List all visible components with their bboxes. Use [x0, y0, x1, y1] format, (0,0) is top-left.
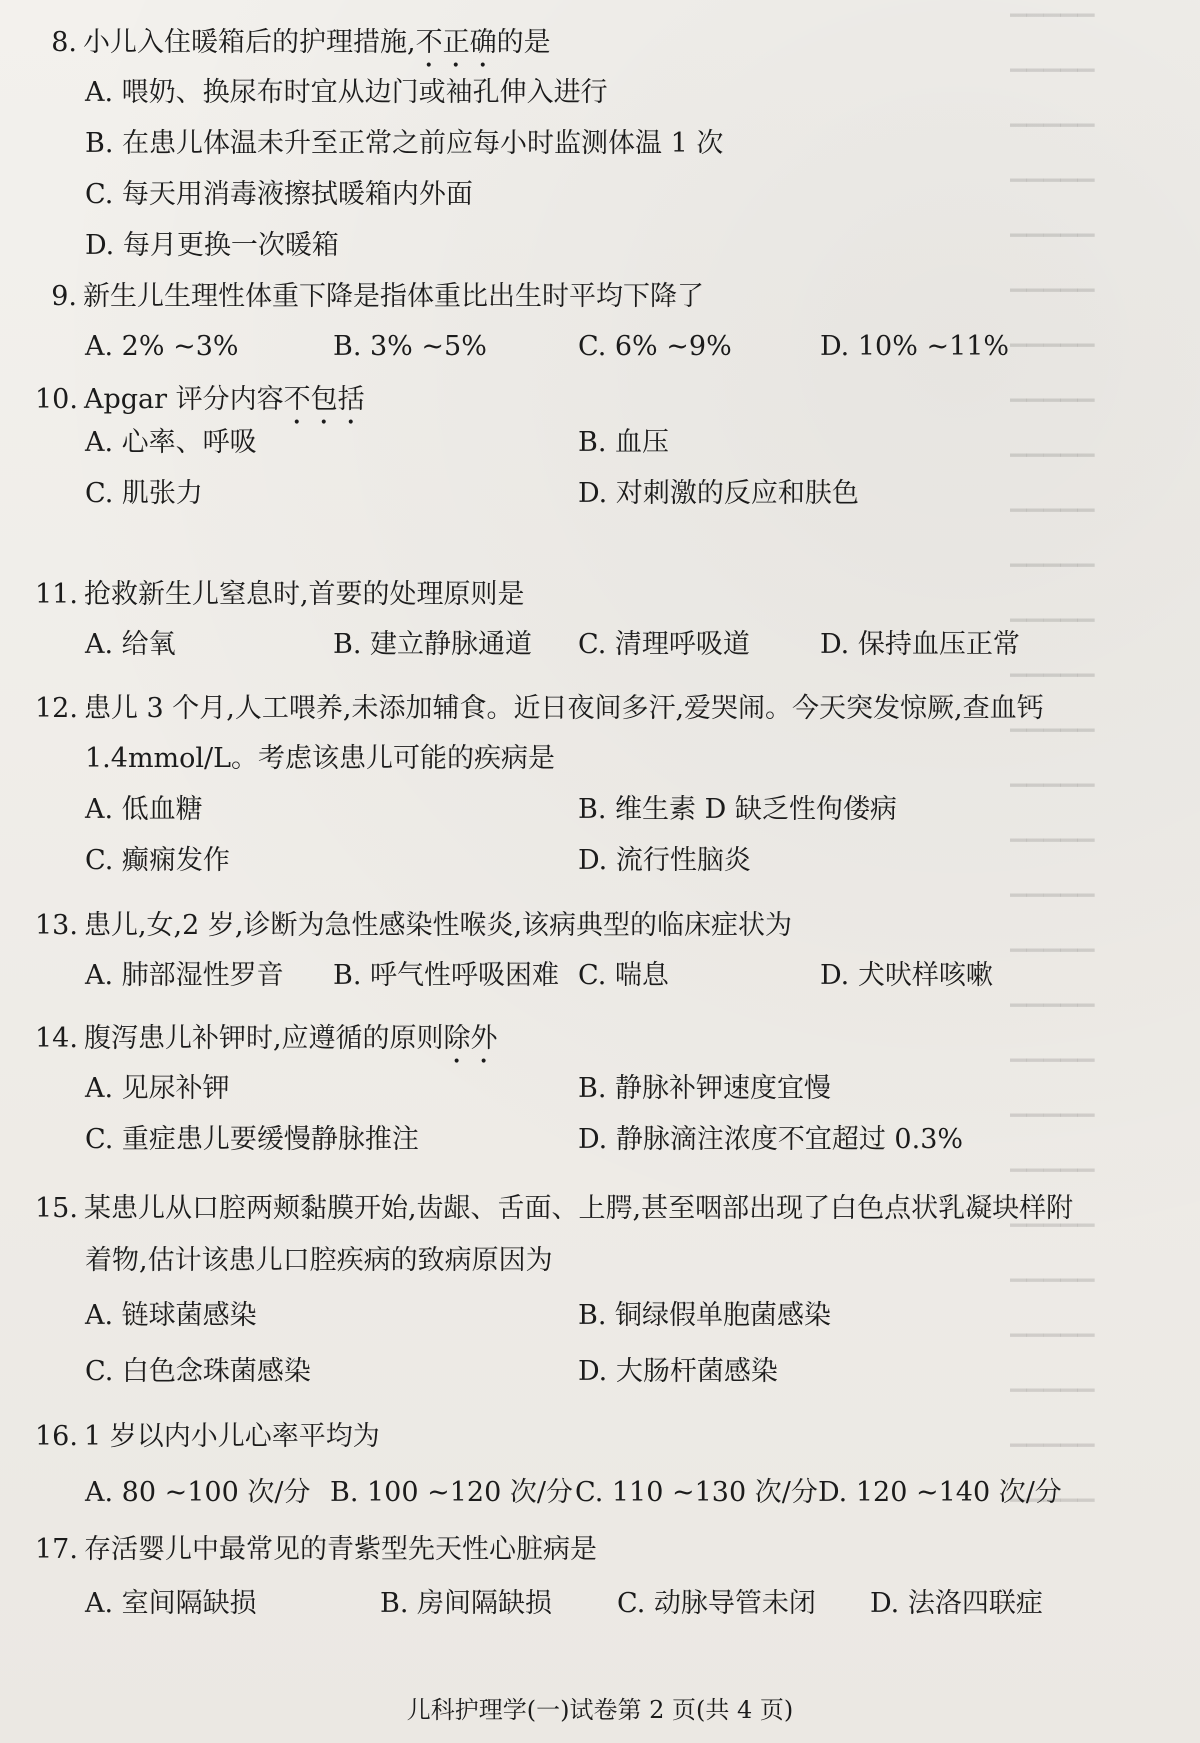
question-number: 10.: [35, 384, 78, 415]
option-d: D. 法洛四联症: [870, 1588, 1043, 1619]
option-b: B. 100 ~120 次/分: [330, 1477, 573, 1508]
question-number: 14.: [35, 1023, 78, 1054]
question-stem: 11. 抢救新生儿窒息时,首要的处理原则是: [35, 579, 525, 610]
option-c: C. 重症患儿要缓慢静脉推注: [85, 1124, 419, 1155]
question-number: 8.: [51, 27, 77, 58]
option-a: A. 80 ~100 次/分: [85, 1477, 311, 1508]
question-stem: 17. 存活婴儿中最常见的青紫型先天性心脏病是: [35, 1534, 597, 1565]
option-d: D. 120 ~140 次/分: [818, 1477, 1062, 1508]
option-c: C. 动脉导管未闭: [617, 1588, 816, 1619]
option-a: A. 低血糖: [85, 794, 203, 825]
question-number: 12.: [35, 693, 78, 724]
option-b: B. 在患儿体温未升至正常之前应每小时监测体温 1 次: [85, 128, 724, 159]
question-number: 15.: [35, 1193, 78, 1224]
question-stem: 14. 腹泻患儿补钾时,应遵循的原则除外: [35, 1023, 498, 1054]
question-number: 11.: [35, 579, 78, 610]
option-a: A. 2% ~3%: [85, 331, 239, 362]
option-c: C. 白色念珠菌感染: [85, 1356, 311, 1387]
option-d: D. 每月更换一次暖箱: [85, 230, 339, 261]
option-b: B. 维生素 D 缺乏性佝偻病: [578, 794, 897, 825]
option-a: A. 室间隔缺损: [85, 1588, 257, 1619]
option-c: C. 清理呼吸道: [578, 629, 750, 660]
question-stem: 12. 患儿 3 个月,人工喂养,未添加辅食。近日夜间多汗,爱哭闹。今天突发惊厥,查血钙: [35, 693, 1044, 724]
page-footer: 儿科护理学(一)试卷第 2 页(共 4 页): [406, 1696, 794, 1724]
option-c: C. 每天用消毒液擦拭暖箱内外面: [85, 179, 473, 210]
option-b: B. 3% ~5%: [333, 331, 487, 362]
option-c: C. 喘息: [578, 960, 669, 991]
option-b: B. 建立静脉通道: [333, 629, 533, 660]
option-a: A. 心率、呼吸: [85, 427, 257, 458]
option-d: D. 10% ~11%: [820, 331, 1010, 362]
option-a: A. 链球菌感染: [85, 1300, 257, 1331]
emphasis-text: 除外: [443, 1023, 498, 1054]
option-c: C. 肌张力: [85, 478, 203, 509]
question-number: 17.: [35, 1534, 78, 1565]
option-d: D. 犬吠样咳嗽: [820, 960, 993, 991]
question-number: 13.: [35, 910, 78, 941]
option-a: A. 见尿补钾: [85, 1073, 230, 1104]
question-number: 16.: [35, 1421, 78, 1452]
question-stem: 13. 患儿,女,2 岁,诊断为急性感染性喉炎,该病典型的临床症状为: [35, 910, 793, 941]
question-stem: 10. Apgar 评分内容不包括: [35, 384, 365, 415]
option-d: D. 静脉滴注浓度不宜超过 0.3%: [578, 1124, 964, 1155]
option-b: B. 铜绿假单胞菌感染: [578, 1300, 832, 1331]
option-b: B. 静脉补钾速度宜慢: [578, 1073, 832, 1104]
option-a: A. 喂奶、换尿布时宜从边门或袖孔伸入进行: [85, 77, 608, 108]
question-stem: 15. 某患儿从口腔两颊黏膜开始,齿龈、舌面、上腭,甚至咽部出现了白色点状乳凝块样附: [35, 1193, 1074, 1224]
question-stem: 16. 1 岁以内小儿心率平均为: [35, 1421, 380, 1452]
option-c: C. 癫痫发作: [85, 845, 230, 876]
option-d: D. 大肠杆菌感染: [578, 1356, 778, 1387]
option-d: D. 保持血压正常: [820, 629, 1020, 660]
question-stem-continued: 着物,估计该患儿口腔疾病的致病原因为: [85, 1245, 553, 1276]
option-b: B. 房间隔缺损: [380, 1588, 553, 1619]
option-b: B. 血压: [578, 427, 670, 458]
question-number: 9.: [51, 281, 77, 312]
option-b: B. 呼气性呼吸困难: [333, 960, 560, 991]
emphasis-text: 不包括: [283, 384, 365, 415]
question-stem-continued: 1.4mmol/L。考虑该患儿可能的疾病是: [85, 743, 556, 774]
question-stem: 8. 小儿入住暖箱后的护理措施,不正确的是: [35, 26, 551, 74]
emphasis-text: 不正确: [415, 27, 497, 58]
option-c: C. 110 ~130 次/分: [575, 1477, 818, 1508]
option-d: D. 流行性脑炎: [578, 845, 751, 876]
option-a: A. 肺部湿性罗音: [85, 960, 284, 991]
bleed-through-text: ▔▔▔▔▔ ▔▔▔▔▔ ▔▔▔▔▔ ▔▔▔▔▔ ▔▔▔▔▔ ▔▔▔▔▔ ▔▔▔▔▔ ▔▔▔▔▔ ▔▔▔▔▔ ▔▔▔▔▔ ▔▔▔▔▔ ▔▔▔▔▔ ▔▔▔▔▔ ▔▔▔▔▔ ▔▔▔▔▔ ▔▔▔▔▔ ▔▔▔▔▔ ▔▔▔▔▔ ▔▔▔▔▔ ▔▔▔▔▔ ▔▔▔▔▔ ▔▔▔▔▔ ▔▔▔▔▔ ▔▔▔▔▔ ▔▔▔▔▔ ▔▔▔▔▔ ▔▔▔▔▔ ▔▔▔▔▔: [1010, 15, 1095, 1525]
option-a: A. 给氧: [85, 629, 176, 660]
option-d: D. 对刺激的反应和肤色: [578, 478, 859, 509]
question-stem: 9. 新生儿生理性体重下降是指体重比出生时平均下降了: [35, 280, 704, 314]
option-c: C. 6% ~9%: [578, 331, 732, 362]
